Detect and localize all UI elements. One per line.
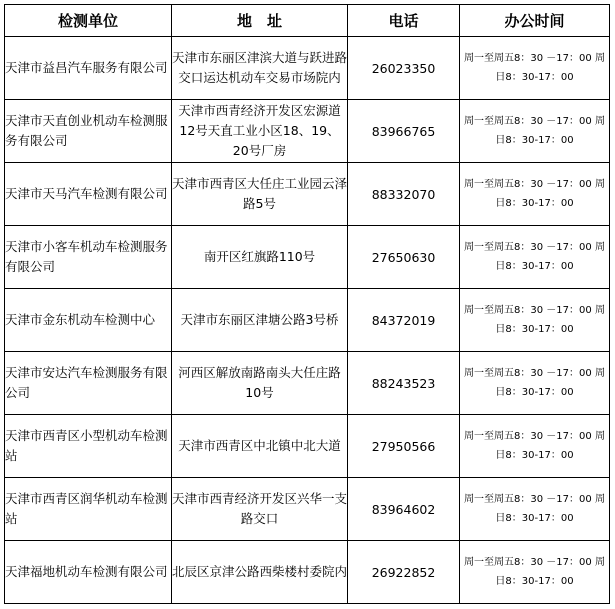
station-phone: 88332070 bbox=[348, 163, 460, 226]
station-phone: 83964602 bbox=[348, 478, 460, 541]
table-row bbox=[5, 352, 610, 415]
station-address: 天津市西青区中北镇中北大道 bbox=[172, 415, 348, 478]
station-phone: 27950566 bbox=[348, 415, 460, 478]
station-name: 天津市安达汽车检测服务有限公司 bbox=[5, 352, 172, 415]
table-row bbox=[5, 478, 610, 541]
table-row bbox=[5, 541, 610, 604]
station-phone: 26023350 bbox=[348, 37, 460, 100]
station-hours: 周一至周五8：30 －17：00 周日8：30-17：00 bbox=[460, 289, 610, 352]
station-address: 天津市西青区大任庄工业园云泽路5号 bbox=[172, 163, 348, 226]
table-row bbox=[5, 289, 610, 352]
station-name: 天津市天马汽车检测有限公司 bbox=[5, 163, 172, 226]
header-phone: 电话 bbox=[348, 5, 460, 37]
station-address: 天津市东丽区津塘公路3号桥 bbox=[172, 289, 348, 352]
table-row bbox=[5, 100, 610, 163]
station-address: 天津市西青经济开发区宏源道12号天直工业小区18、19、20号厂房 bbox=[172, 100, 348, 163]
station-phone: 88243523 bbox=[348, 352, 460, 415]
table-row bbox=[5, 37, 610, 100]
station-name: 天津市西青区小型机动车检测站 bbox=[5, 415, 172, 478]
station-hours: 周一至周五8：30 －17：00 周日8：30-17：00 bbox=[460, 163, 610, 226]
station-phone: 27650630 bbox=[348, 226, 460, 289]
station-name: 天津市金东机动车检测中心 bbox=[5, 289, 172, 352]
station-name: 天津市天直创业机动车检测服务有限公司 bbox=[5, 100, 172, 163]
station-hours: 周一至周五8：30 －17：00 周日8：30-17：00 bbox=[460, 478, 610, 541]
station-name: 天津市益昌汽车服务有限公司 bbox=[5, 37, 172, 100]
station-name: 天津市小客车机动车检测服务有限公司 bbox=[5, 226, 172, 289]
header-row bbox=[5, 5, 610, 37]
station-hours: 周一至周五8：30 －17：00 周日8：30-17：00 bbox=[460, 541, 610, 604]
header-address: 地 址 bbox=[172, 5, 348, 37]
station-address: 河西区解放南路南头大任庄路10号 bbox=[172, 352, 348, 415]
inspection-stations-table bbox=[4, 4, 610, 604]
station-hours: 周一至周五8：30 －17：00 周日8：30-17：00 bbox=[460, 100, 610, 163]
station-phone: 84372019 bbox=[348, 289, 460, 352]
station-name: 天津市西青区润华机动车检测站 bbox=[5, 478, 172, 541]
station-phone: 83966765 bbox=[348, 100, 460, 163]
station-address: 南开区红旗路110号 bbox=[172, 226, 348, 289]
header-name: 检测单位 bbox=[5, 5, 172, 37]
station-hours: 周一至周五8：30 －17：00 周日8：30-17：00 bbox=[460, 352, 610, 415]
station-address: 北辰区京津公路西柴楼村委院内 bbox=[172, 541, 348, 604]
station-address: 天津市西青经济开发区兴华一支路交口 bbox=[172, 478, 348, 541]
station-address: 天津市东丽区津滨大道与跃进路交口运达机动车交易市场院内 bbox=[172, 37, 348, 100]
station-phone: 26922852 bbox=[348, 541, 460, 604]
station-name: 天津福地机动车检测有限公司 bbox=[5, 541, 172, 604]
header-hours: 办公时间 bbox=[460, 5, 610, 37]
table-row bbox=[5, 226, 610, 289]
station-hours: 周一至周五8：30 －17：00 周日8：30-17：00 bbox=[460, 226, 610, 289]
station-hours: 周一至周五8：30 －17：00 周日8：30-17：00 bbox=[460, 415, 610, 478]
table-row bbox=[5, 415, 610, 478]
station-hours: 周一至周五8：30 －17：00 周日8：30-17：00 bbox=[460, 37, 610, 100]
table-row bbox=[5, 163, 610, 226]
